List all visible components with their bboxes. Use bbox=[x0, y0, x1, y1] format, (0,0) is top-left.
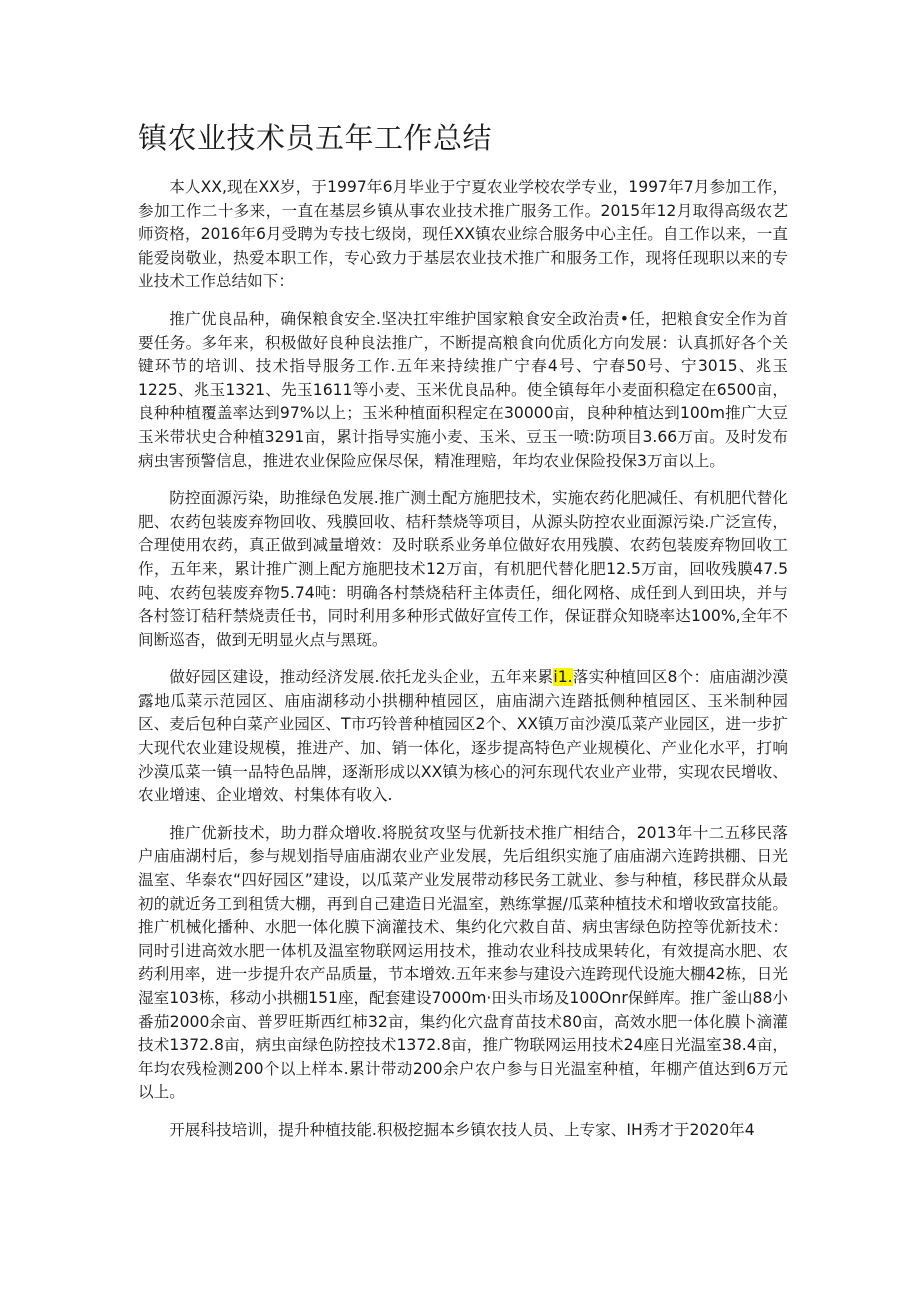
document-page bbox=[138, 118, 788, 1157]
paragraph-pollution-control: 防控面源污染，助推绿色发展.推广测土配方施肥技术，实施农药化肥减任、有机肥代替化肥、农药包装废弃物回收、残膜回收、桔秆禁烧等项目，从源头防控农业面源污染.广泛宣传，合理使用农药，真正做到减量增效：及时联系业务单位做好农用残膜、农药包装废弃物回收工作，五年来，累计推广测上配方施肥技术12万亩，有机肥代替化肥12.5万亩，回收残膜47.5吨、农药包装废弃物5.74吨：明确各村禁烧秸秆主体责任，细化网格、成任到人到田块，并与各村签订秸秆禁烧责任书，同时利用多种形式做好宣传工作，保证群众知晓率达100%,全年不间断巡杳，做到无明显火点与黑斑。 bbox=[138, 489, 788, 649]
paragraph-new-technology: 推广优新技术，助力群众增收.将脱贫攻坚与优新技术推广相结合，2013年十二五移民落户庙庙湖村后，参与规划指导庙庙湖农业产业发展，先后组织实施了庙庙湖六连跨拱棚、日光温室、华泰农“四好园区”建设，以瓜菜产业发展带动移民务工就业、参与种植，移民群众从最初的就近务工到租赁大棚，再到自己建造日光温室，熟练掌握/瓜菜种植技术和增收致富技能。推广机械化播种、水肥一体化膜下滴灌技术、集约化穴救自苗、病虫害绿色防控等优新技术：同时引进高效水肥一体机及温室物联网运用技术，推动农业科技成果转化，有效提高水肥、农药利用率，进一步提升农产品质量，节本增效.五年来参与建设六连跨现代设施大棚42栋，日光湿室103栋，移动小拱棚151座，配套建设7000m·田头市场及100Onr保鲜库。推广釜山88小番茄2000余亩、普罗旺斯西红柿32亩，集约化穴盘育苗技术80亩，高效水肥一体化膜卜滴灌技术1372.8亩，病虫亩绿色防控技术1372.8亩，推广物联网运用技术24座日光温室38.4亩，年均农残检测200个以上样本.累计带动200余户农户参与日光温室种植，年棚产值达到6万元以上。 bbox=[138, 823, 788, 1102]
paragraph-park-construction bbox=[138, 666, 788, 808]
document-title: 镇农业技术员五年工作总结 bbox=[138, 121, 493, 155]
paragraph-improved-varieties: 推广优良品种，确保粮食安全.坚决扛牢维护国家粮食安全政治责•任，把粮食安全作为首要任务。多年来，积极做好良种良法推广，不断提高粮食向优质化方向发展：认真抓好各个关键环节的培训、技术指导服务工作.五年来持续推广宁春4号、宁春50号、宁3015、兆玉1225、兆玉1321、先玉1611等小麦、玉米优良品种。使全镇每年小麦面积稳定在6500亩，良种种植覆盖率达到97%以上；玉米种植面积程定在30000亩，良种种植达到100m推广大豆玉米带状史合种植3291亩，累计指导实施小麦、玉米、豆玉一喷:防项目3.66万亩。及时发布病虫害预警信息，推进农业保险应保尽保，精准理赔，年均农业保险投保3万亩以上。 bbox=[138, 309, 788, 470]
paragraph-training: 开展科技培训，提升种植技能.积极挖掘本乡镇农技人员、上专家、IH秀才于2020年4 bbox=[169, 1120, 755, 1139]
paragraph-park-text-before: 做好园区建设，推动经济发展.依托龙头企业，五年来累 bbox=[169, 668, 554, 687]
paragraph-park-text-after: 落实种植回区8个：庙庙湖沙漠露地瓜菜示范园区、庙庙湖移动小拱棚种植园区，庙庙湖六连踏抵侧种植园区、玉米制种园区、麦后包种白菜产业园区、T市巧铃普种植园区2个、XX镇万亩沙漠瓜菜产业园区，进一步扩大现代农业建设规模，推进产、加、销一体化，逐步提高特色产业规模化、产业化水平，打响沙漠瓜菜一镇一品特色品牌，逐渐形成以XX镇为核心的河东现代农业产业带，实现农民增收、农业增速、企业增效、村集体有收入. bbox=[138, 668, 788, 805]
paragraph-intro: 本人XX,现在XX岁，于1997年6月毕业于宁夏农业学校农学专业，1997年7月参加工作，参加工作二十多来，一直在基层乡镇从事农业技术推广服务工作。2015年12月取得高级农艺师资格，2016年6月受聘为专技七级岗，现任XX镇农业综合服务中心主任。自工作以来，一直能爱岗敬业，热爱本职工作，专心致力于基层农业技术推广和服务工作，现将任现职以来的专业技术工作总结如下： bbox=[138, 178, 788, 291]
highlighted-text: i1. bbox=[553, 668, 573, 687]
